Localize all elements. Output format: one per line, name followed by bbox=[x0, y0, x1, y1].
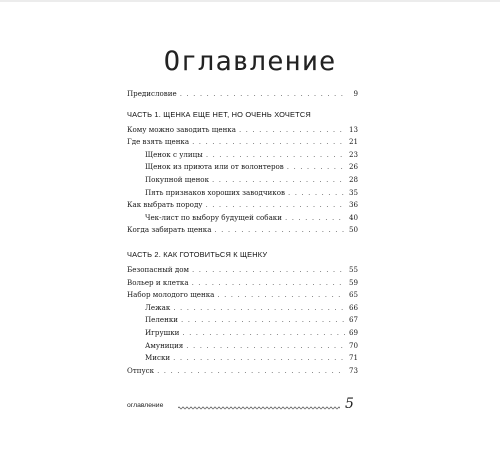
toc-entry-page: 23 bbox=[348, 149, 358, 159]
dot-leader bbox=[157, 365, 345, 378]
toc-entry[interactable] bbox=[127, 199, 358, 212]
toc-entry-page: 70 bbox=[348, 340, 358, 350]
toc-entry-label: Чек-лист по выбору будущей собаки bbox=[145, 212, 282, 222]
toc-entry-label: Вольер и клетка bbox=[127, 277, 189, 287]
part-2-entries bbox=[127, 264, 358, 377]
toc-entry[interactable] bbox=[127, 302, 358, 315]
dot-leader bbox=[288, 187, 345, 200]
dot-leader bbox=[206, 149, 345, 162]
toc-entry-page: 9 bbox=[353, 89, 358, 98]
dot-leader bbox=[217, 289, 345, 302]
footer-section-label: оглавление bbox=[127, 402, 164, 409]
toc-entry[interactable] bbox=[127, 224, 358, 237]
toc-entry-page: 73 bbox=[348, 365, 358, 375]
toc-entry-label: Предисловие bbox=[127, 89, 177, 98]
toc-entry[interactable] bbox=[127, 277, 358, 290]
dot-leader bbox=[181, 314, 345, 327]
toc-entry-page: 50 bbox=[348, 225, 358, 235]
toc-entry[interactable] bbox=[127, 352, 358, 365]
page-number: 5 bbox=[345, 396, 354, 412]
toc-entry-label: Когда забирать щенка bbox=[127, 225, 212, 235]
wavy-divider-icon bbox=[178, 405, 340, 411]
part-1-heading: ЧАСТЬ 1. ЩЕНКА ЕЩЕ НЕТ, НО ОЧЕНЬ ХОЧЕТСЯ bbox=[127, 109, 311, 119]
toc-entry[interactable] bbox=[127, 289, 358, 302]
toc-entry-label: Пеленки bbox=[145, 315, 178, 325]
toc-entry[interactable] bbox=[127, 124, 358, 137]
dot-leader bbox=[192, 264, 345, 277]
dot-leader bbox=[212, 174, 345, 187]
dot-leader bbox=[173, 302, 345, 315]
toc-entry-label: Кому можно заводить щенка bbox=[127, 124, 236, 134]
toc-entry-page: 65 bbox=[348, 290, 358, 300]
toc-entry-page: 26 bbox=[348, 162, 358, 172]
toc-entry-page: 55 bbox=[348, 264, 358, 274]
toc-entry-page: 36 bbox=[348, 200, 358, 210]
toc-entry-page: 59 bbox=[348, 277, 358, 287]
dot-leader bbox=[173, 352, 345, 365]
toc-entry-label: Где взять щенка bbox=[127, 137, 190, 147]
dot-leader bbox=[192, 136, 345, 149]
toc-entry-label: Миски bbox=[145, 353, 171, 363]
toc-entry-page: 35 bbox=[348, 187, 358, 197]
toc-entry[interactable] bbox=[127, 174, 358, 187]
toc-entry-page: 71 bbox=[348, 353, 358, 363]
toc-entry-label: Лежак bbox=[145, 302, 171, 312]
table-of-contents bbox=[127, 88, 358, 377]
toc-entry[interactable] bbox=[127, 161, 358, 174]
toc-entry-label: Отпуск bbox=[127, 365, 155, 375]
toc-entry[interactable] bbox=[127, 149, 358, 162]
toc-entry[interactable] bbox=[127, 327, 358, 340]
dot-leader bbox=[214, 224, 345, 237]
toc-entry-label: Щенок с улицы bbox=[145, 149, 203, 159]
toc-entry-label: Игрушки bbox=[145, 327, 180, 337]
toc-entry-page: 28 bbox=[348, 174, 358, 184]
dot-leader bbox=[239, 124, 345, 137]
dot-leader bbox=[192, 277, 345, 290]
dot-leader bbox=[180, 88, 345, 101]
toc-entry-page: 13 bbox=[348, 124, 358, 134]
toc-entry-page: 66 bbox=[348, 302, 358, 312]
toc-entry-label: Как выбрать породу bbox=[127, 200, 203, 210]
toc-entry-label: Амуниция bbox=[145, 340, 184, 350]
dot-leader bbox=[205, 199, 345, 212]
dot-leader bbox=[285, 212, 345, 225]
toc-entry-page: 67 bbox=[348, 315, 358, 325]
dot-leader bbox=[182, 327, 345, 340]
toc-entry-label: Щенок из приюта или от волонтеров bbox=[145, 162, 284, 172]
toc-entry-page: 40 bbox=[348, 212, 358, 222]
toc-entry-label: Покупной щенок bbox=[145, 174, 209, 184]
part-2-heading: ЧАСТЬ 2. КАК ГОТОВИТЬСЯ К ЩЕНКУ bbox=[127, 249, 268, 259]
dot-leader bbox=[287, 161, 345, 174]
toc-entry-preface[interactable] bbox=[127, 88, 358, 101]
page-title: Оглавление bbox=[163, 46, 337, 78]
part-1-entries bbox=[127, 124, 358, 237]
toc-entry[interactable] bbox=[127, 365, 358, 378]
toc-entry[interactable] bbox=[127, 340, 358, 353]
toc-entry[interactable] bbox=[127, 187, 358, 200]
dot-leader bbox=[186, 340, 345, 353]
top-border-line bbox=[0, 0, 500, 2]
toc-entry-page: 21 bbox=[348, 137, 358, 147]
toc-entry-page: 69 bbox=[348, 327, 358, 337]
toc-entry[interactable] bbox=[127, 314, 358, 327]
toc-entry[interactable] bbox=[127, 212, 358, 225]
toc-entry[interactable] bbox=[127, 136, 358, 149]
toc-entry-label: Набор молодого щенка bbox=[127, 290, 215, 300]
toc-entry[interactable] bbox=[127, 264, 358, 277]
toc-entry-label: Пять признаков хороших заводчиков bbox=[145, 187, 285, 197]
toc-entry-label: Безопасный дом bbox=[127, 264, 189, 274]
